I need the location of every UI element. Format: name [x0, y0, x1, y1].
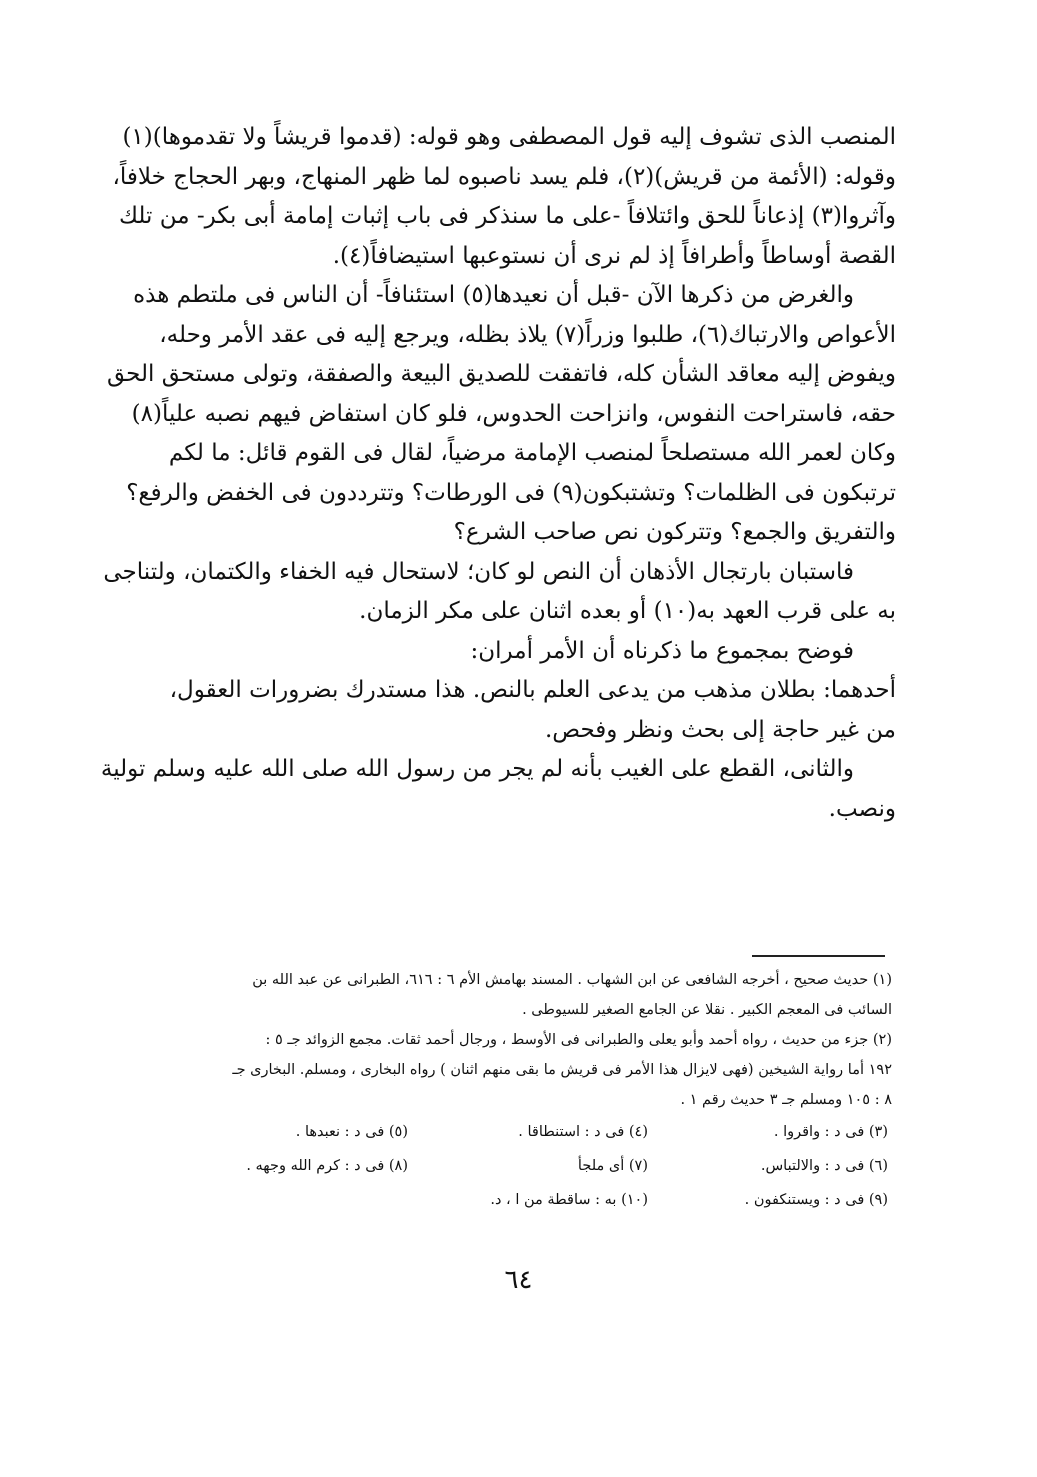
- text-line: أحدهما: بطلان مذهب من يدعى العلم بالنص. هذا مستدرك بضرورات العقول،: [169, 677, 896, 703]
- text-line: الأعواص والارتباك(٦)، طلبوا وزراً(٧) يلاذ بظله، ويرجع إليه فى عقد الأمر وحله،: [159, 321, 896, 348]
- footnote-row: [172, 1183, 892, 1217]
- text-line: ترتبكون فى الظلمات؟ وتشتبكون(٩) فى الورطات؟ وتترددون فى الخفض والرفع؟: [126, 479, 896, 506]
- text-line: فاستبان بارتجال الأذهان أن النص لو كان؛ لاستحال فيه الخفاء والكتمان، ولتناجى: [103, 558, 854, 585]
- footnote-item: (٨) فى د : كرم الله وجهه .: [246, 1158, 408, 1174]
- text-line: القصة أوساطاً وأطرافاً إذ لم نرى أن نستوعبها استيضافاً(٤).: [332, 242, 896, 269]
- text-line: والتفريق والجمع؟ وتتركون نص صاحب الشرع؟: [453, 519, 896, 545]
- footnote-line: ٨ : ١٠٥ ومسلم جـ ٣ حديث رقم ١ .: [680, 1092, 892, 1108]
- footnote-item: (٤) فى د : استنطاقا .: [518, 1124, 648, 1140]
- text-line: وكان لعمر الله مستصلحاً لمنصب الإمامة مرضياً، لقال فى القوم قائل: ما لكم: [168, 440, 896, 466]
- footnote-separator: [752, 955, 885, 957]
- text-line: ويفوض إليه معاقد الشأن كله، فاتفقت للصديق البيعة والصفقة، وتولى مستحق الحق: [106, 361, 896, 387]
- footnote-row: [172, 1149, 892, 1183]
- text-line: حقه، فاستراحت النفوس، وانزاحت الحدوس، فلو كان استفاض فيهم نصبه علياً(٨): [131, 400, 896, 427]
- footnote-item: (١٠) به : ساقطة من ا ، د.: [490, 1192, 648, 1208]
- footnote-line: السائب فى المعجم الكبير . نقلا عن الجامع الصغير للسيوطى .: [522, 1002, 892, 1018]
- text-line: والغرض من ذكرها الآن -قبل أن نعيدها(٥) استئنافاً- أن الناس فى ملتطم هذه: [133, 282, 854, 308]
- footnote-item: [172, 1183, 412, 1217]
- text-line: والثانى، القطع على الغيب بأنه لم يجر من رسول الله صلى الله عليه وسلم تولية: [100, 756, 854, 782]
- text-line: وقوله: (الأئمة من قريش)(٢)، فلم يسد ناصبوه لما ظهر المنهاج، وبهر الحجاج خلافاً،: [112, 163, 896, 190]
- page-number: ٦٤: [504, 1265, 533, 1295]
- footnote-item: (٥) فى د : نعبدها .: [295, 1124, 408, 1140]
- footnotes: [172, 965, 892, 1217]
- text-line: ونصب.: [828, 795, 896, 822]
- footnote-line: (٢) جزء من حديث ، رواه أحمد وأبو يعلى والطبرانى فى الأوسط ، ورجال أحمد ثقات. مجمع الزوائد جـ ٥ :: [265, 1032, 892, 1048]
- footnote-item: (٦) فى د : والالتباس.: [760, 1158, 888, 1174]
- text-line: من غير حاجة إلى بحث ونظر وفحص.: [544, 716, 896, 743]
- footnote-item: (٧) أى ملجأ: [577, 1158, 648, 1174]
- text-line: فوضح بمجموع ما ذكرناه أن الأمر أمران:: [470, 637, 854, 664]
- footnote-row: [172, 1115, 892, 1149]
- footnote-item: (٣) فى د : واقروا .: [773, 1124, 888, 1140]
- main-text: [100, 118, 896, 829]
- footnote-item: (٩) فى د : ويستنكفون .: [744, 1192, 888, 1208]
- text-line: وآثروا(٣) إذعاناً للحق وائتلافاً -على ما سنذكر فى باب إثبات إمامة أبى بكر- من تلك: [118, 203, 896, 229]
- text-line: المنصب الذى تشوف إليه قول المصطفى وهو قوله: (قدموا قريشاً ولا تقدموها)(١): [122, 124, 896, 150]
- footnote-line: (١) حديث صحيح ، أخرجه الشافعى عن ابن الشهاب . المسند بهامش الأم ٦ : ٦١٦، الطبرانى عن عبد الله بن: [252, 972, 892, 988]
- text-line: به على قرب العهد به(١٠) أو بعده اثنان على مكر الزمان.: [359, 598, 896, 624]
- footnote-line: ١٩٢ أما رواية الشيخين (فهى لايزال هذا الأمر فى قريش ما بقى منهم اثنان ) رواه البخارى ، ومسلم. البخارى جـ: [232, 1062, 892, 1078]
